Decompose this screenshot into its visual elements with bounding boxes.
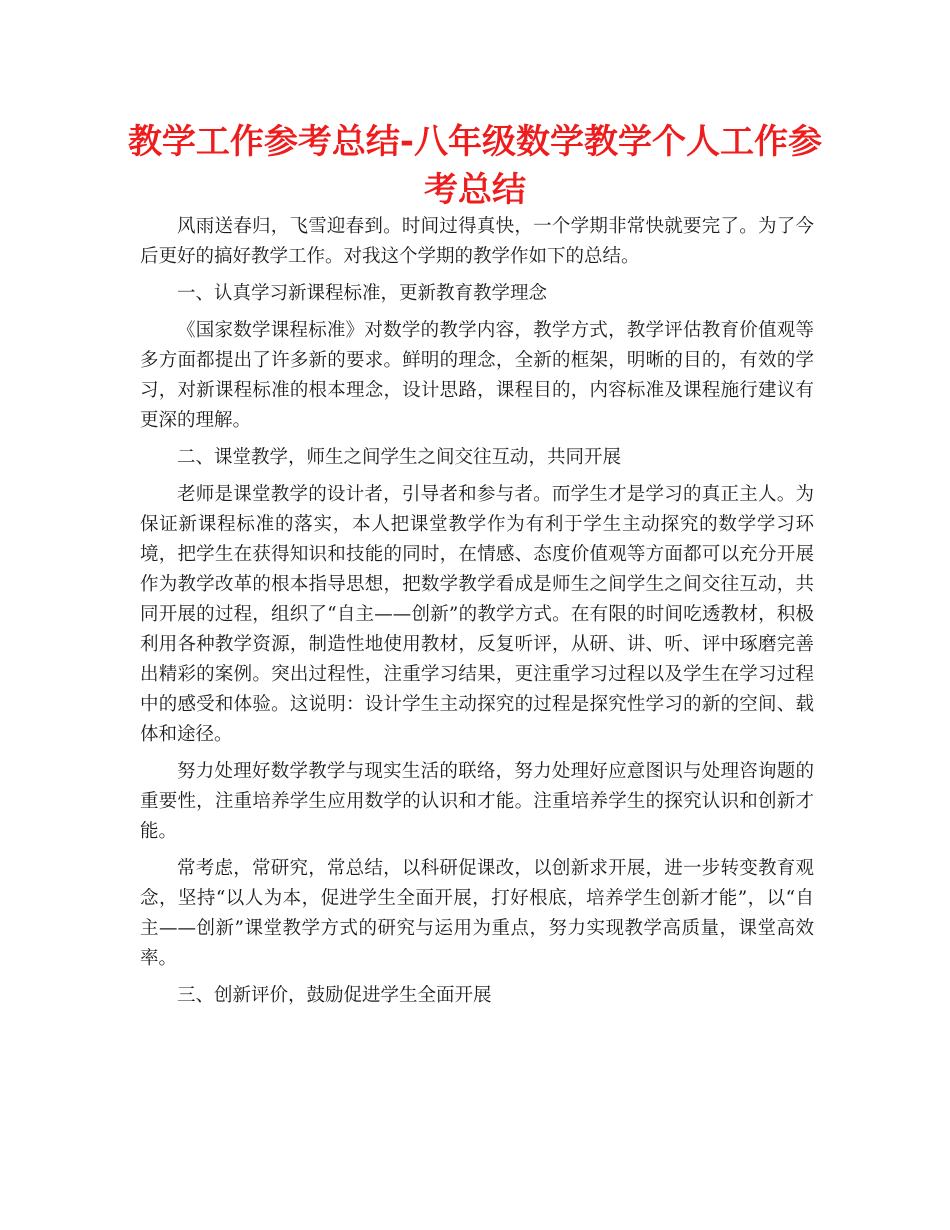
- paragraph-intro: 风雨送春归，飞雪迎春到。时间过得真快，一个学期非常快就要完了。为了今后更好的搞好教学工作。对我这个学期的教学作如下的总结。: [140, 216, 814, 267]
- document-body: [140, 212, 814, 1018]
- document-title: 教学工作参考总结-八年级数学教学个人工作参考总结: [127, 122, 823, 210]
- paragraph: 老师是课堂教学的设计者，引导者和参与者。而学生才是学习的真正主人。为保证新课程标准的落实，本人把课堂教学作为有利于学生主动探究的数学学习环境，把学生在获得知识和技能的同时，在情感、态度价值观等方面都可以充分开展作为教学改革的根本指导思想，把数学教学看成是师生之间学生之间交往互动，共同开展的过程，组织了“自主——创新”的教学方式。在有限的时间吃透教材，积极利用各种教学资源，制造性地使用教材，反复听评，从研、讲、听、评中琢磨完善出精彩的案例。突出过程性，注重学习结果，更注重学习过程以及学生在学习过程中的感受和体验。这说明：设计学生主动探究的过程是探究性学习的新的空间、载体和途径。: [140, 484, 814, 745]
- paragraph: 常考虑，常研究，常总结，以科研促课改，以创新求开展，进一步转变教育观念，坚持“以人为本，促进学生全面开展，打好根底，培养学生创新才能”，以“自主——创新”课堂教学方式的研究与运用为重点，努力实现教学高质量，课堂高效率。: [140, 858, 814, 969]
- section-heading-3: 三、创新评价，鼓励促进学生全面开展: [177, 985, 492, 1006]
- section-heading-1: 一、认真学习新课程标准，更新教育教学理念: [177, 283, 548, 304]
- paragraph: 努力处理好数学教学与现实生活的联络，努力处理好应意图识与处理咨询题的重要性，注重培养学生应用数学的认识和才能。注重培养学生的探究认识和创新才能。: [140, 761, 814, 842]
- paragraph: 《国家数学课程标准》对数学的教学内容，教学方式，教学评估教育价值观等多方面都提出了许多新的要求。鲜明的理念，全新的框架，明晰的目的，有效的学习，对新课程标准的根本理念，设计思路，课程目的，内容标准及课程施行建议有更深的理解。: [140, 320, 814, 431]
- section-heading-2: 二、课堂教学，师生之间学生之间交往互动，共同开展: [177, 447, 622, 468]
